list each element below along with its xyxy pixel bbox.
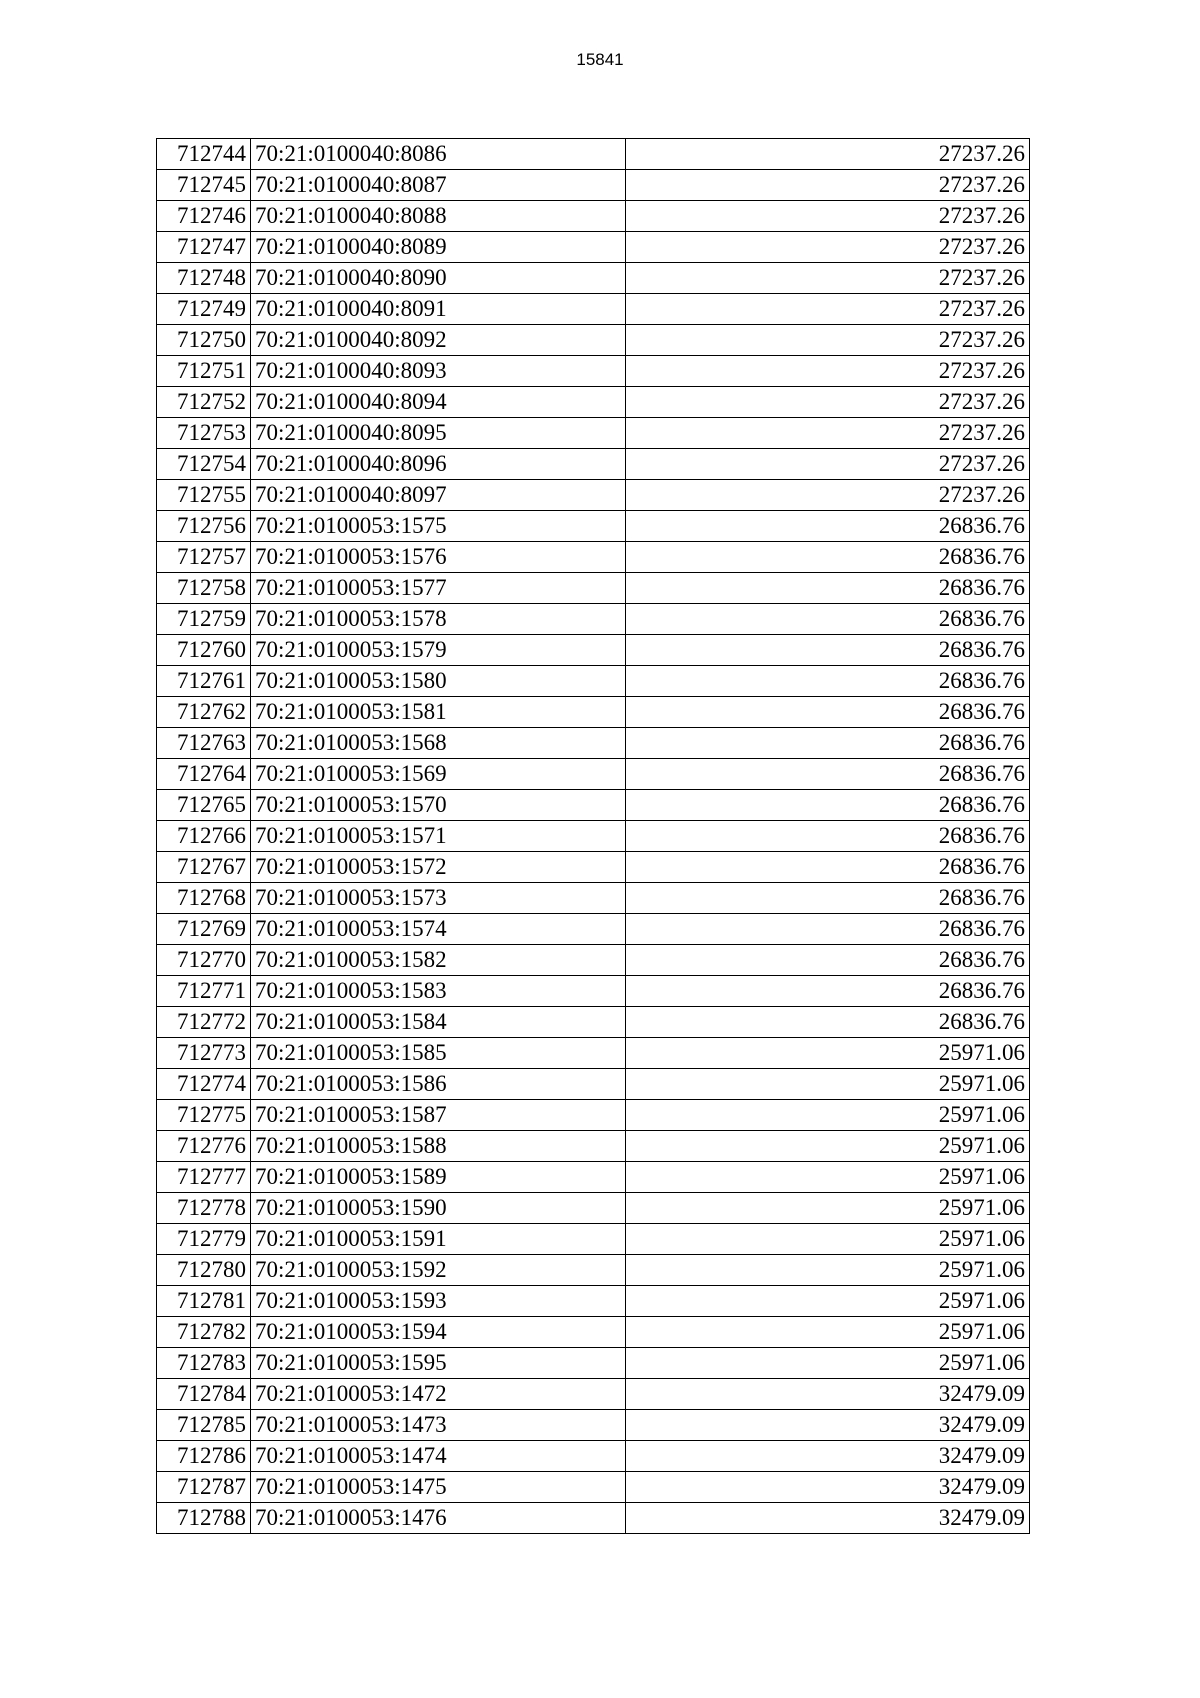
cadastral-number-cell: 70:21:0100053:1577 [251,573,626,604]
value-cell: 26836.76 [626,573,1030,604]
cadastral-number-cell: 70:21:0100053:1588 [251,1131,626,1162]
table-row [157,201,1030,232]
value-cell: 26836.76 [626,976,1030,1007]
table-row [157,728,1030,759]
row-number-cell: 712772 [157,1007,251,1038]
table-row [157,387,1030,418]
cadastral-number-cell: 70:21:0100053:1579 [251,635,626,666]
cadastral-number-cell: 70:21:0100053:1578 [251,604,626,635]
value-cell: 27237.26 [626,418,1030,449]
row-number-cell: 712759 [157,604,251,635]
row-number-cell: 712788 [157,1503,251,1534]
cadastral-number-cell: 70:21:0100053:1576 [251,542,626,573]
row-number-cell: 712781 [157,1286,251,1317]
cadastral-number-cell: 70:21:0100040:8086 [251,139,626,170]
table-row [157,883,1030,914]
value-cell: 26836.76 [626,945,1030,976]
cadastral-number-cell: 70:21:0100040:8095 [251,418,626,449]
table-row [157,790,1030,821]
table-row [157,1193,1030,1224]
value-cell: 25971.06 [626,1131,1030,1162]
cadastral-number-cell: 70:21:0100053:1569 [251,759,626,790]
cadastral-number-cell: 70:21:0100053:1582 [251,945,626,976]
cadastral-number-cell: 70:21:0100053:1581 [251,697,626,728]
value-cell: 27237.26 [626,480,1030,511]
row-number-cell: 712782 [157,1317,251,1348]
row-number-cell: 712785 [157,1410,251,1441]
cadastral-number-cell: 70:21:0100040:8087 [251,170,626,201]
value-cell: 25971.06 [626,1069,1030,1100]
row-number-cell: 712753 [157,418,251,449]
value-cell: 26836.76 [626,666,1030,697]
row-number-cell: 712784 [157,1379,251,1410]
value-cell: 26836.76 [626,821,1030,852]
cadastral-number-cell: 70:21:0100053:1583 [251,976,626,1007]
row-number-cell: 712744 [157,139,251,170]
row-number-cell: 712762 [157,697,251,728]
value-cell: 32479.09 [626,1441,1030,1472]
row-number-cell: 712746 [157,201,251,232]
row-number-cell: 712754 [157,449,251,480]
value-cell: 26836.76 [626,511,1030,542]
row-number-cell: 712745 [157,170,251,201]
cadastral-number-cell: 70:21:0100053:1574 [251,914,626,945]
table-row [157,542,1030,573]
row-number-cell: 712775 [157,1100,251,1131]
cadastral-number-cell: 70:21:0100053:1472 [251,1379,626,1410]
table-row [157,1069,1030,1100]
row-number-cell: 712747 [157,232,251,263]
cadastral-number-cell: 70:21:0100040:8091 [251,294,626,325]
value-cell: 27237.26 [626,263,1030,294]
table-row [157,1348,1030,1379]
table-row [157,1100,1030,1131]
table-row [157,852,1030,883]
row-number-cell: 712749 [157,294,251,325]
row-number-cell: 712758 [157,573,251,604]
table-row [157,139,1030,170]
table-row [157,1472,1030,1503]
table-row [157,976,1030,1007]
cadastral-number-cell: 70:21:0100053:1585 [251,1038,626,1069]
cadastral-number-cell: 70:21:0100040:8089 [251,232,626,263]
value-cell: 27237.26 [626,387,1030,418]
cadastral-number-cell: 70:21:0100053:1584 [251,1007,626,1038]
row-number-cell: 712748 [157,263,251,294]
cadastral-number-cell: 70:21:0100040:8093 [251,356,626,387]
row-number-cell: 712771 [157,976,251,1007]
table-row [157,1038,1030,1069]
cadastral-number-cell: 70:21:0100053:1572 [251,852,626,883]
row-number-cell: 712761 [157,666,251,697]
table-row [157,232,1030,263]
cadastral-number-cell: 70:21:0100053:1591 [251,1224,626,1255]
value-cell: 27237.26 [626,325,1030,356]
cadastral-number-cell: 70:21:0100053:1571 [251,821,626,852]
value-cell: 32479.09 [626,1379,1030,1410]
table-row [157,356,1030,387]
value-cell: 25971.06 [626,1348,1030,1379]
cadastral-number-cell: 70:21:0100053:1473 [251,1410,626,1441]
cadastral-number-cell: 70:21:0100040:8092 [251,325,626,356]
row-number-cell: 712768 [157,883,251,914]
table-row [157,697,1030,728]
cadastral-number-cell: 70:21:0100040:8094 [251,387,626,418]
value-cell: 27237.26 [626,170,1030,201]
value-cell: 25971.06 [626,1100,1030,1131]
row-number-cell: 712763 [157,728,251,759]
value-cell: 32479.09 [626,1503,1030,1534]
value-cell: 27237.26 [626,139,1030,170]
table-row [157,1441,1030,1472]
row-number-cell: 712783 [157,1348,251,1379]
table-row [157,1317,1030,1348]
value-cell: 26836.76 [626,790,1030,821]
row-number-cell: 712756 [157,511,251,542]
table-row [157,263,1030,294]
table-row [157,914,1030,945]
table-row [157,759,1030,790]
row-number-cell: 712765 [157,790,251,821]
cadastral-number-cell: 70:21:0100053:1575 [251,511,626,542]
row-number-cell: 712760 [157,635,251,666]
value-cell: 26836.76 [626,852,1030,883]
table-row [157,1410,1030,1441]
value-cell: 25971.06 [626,1224,1030,1255]
value-cell: 26836.76 [626,759,1030,790]
row-number-cell: 712777 [157,1162,251,1193]
value-cell: 27237.26 [626,201,1030,232]
value-cell: 26836.76 [626,604,1030,635]
registry-table [156,138,1030,1534]
value-cell: 32479.09 [626,1472,1030,1503]
cadastral-number-cell: 70:21:0100040:8090 [251,263,626,294]
table-row [157,449,1030,480]
value-cell: 25971.06 [626,1317,1030,1348]
table-row [157,325,1030,356]
table-row [157,511,1030,542]
value-cell: 26836.76 [626,635,1030,666]
value-cell: 27237.26 [626,294,1030,325]
value-cell: 26836.76 [626,883,1030,914]
table-row [157,821,1030,852]
table-row [157,480,1030,511]
value-cell: 26836.76 [626,1007,1030,1038]
table-row [157,1224,1030,1255]
value-cell: 25971.06 [626,1162,1030,1193]
cadastral-number-cell: 70:21:0100053:1570 [251,790,626,821]
row-number-cell: 712773 [157,1038,251,1069]
row-number-cell: 712757 [157,542,251,573]
row-number-cell: 712766 [157,821,251,852]
table-row [157,945,1030,976]
cadastral-number-cell: 70:21:0100053:1580 [251,666,626,697]
cadastral-number-cell: 70:21:0100053:1592 [251,1255,626,1286]
row-number-cell: 712778 [157,1193,251,1224]
value-cell: 27237.26 [626,449,1030,480]
value-cell: 27237.26 [626,356,1030,387]
table-row [157,635,1030,666]
cadastral-number-cell: 70:21:0100040:8096 [251,449,626,480]
row-number-cell: 712751 [157,356,251,387]
table-row [157,1007,1030,1038]
cadastral-number-cell: 70:21:0100053:1476 [251,1503,626,1534]
row-number-cell: 712750 [157,325,251,356]
row-number-cell: 712774 [157,1069,251,1100]
cadastral-number-cell: 70:21:0100053:1590 [251,1193,626,1224]
table-row [157,666,1030,697]
row-number-cell: 712755 [157,480,251,511]
registry-table-body [157,139,1030,1534]
table-row [157,1162,1030,1193]
table-row [157,1503,1030,1534]
cadastral-number-cell: 70:21:0100053:1595 [251,1348,626,1379]
table-row [157,1255,1030,1286]
value-cell: 25971.06 [626,1255,1030,1286]
cadastral-number-cell: 70:21:0100040:8097 [251,480,626,511]
value-cell: 32479.09 [626,1410,1030,1441]
row-number-cell: 712787 [157,1472,251,1503]
cadastral-number-cell: 70:21:0100040:8088 [251,201,626,232]
row-number-cell: 712770 [157,945,251,976]
page-number: 15841 [576,50,624,69]
cadastral-number-cell: 70:21:0100053:1594 [251,1317,626,1348]
row-number-cell: 712779 [157,1224,251,1255]
value-cell: 25971.06 [626,1286,1030,1317]
cadastral-number-cell: 70:21:0100053:1573 [251,883,626,914]
value-cell: 26836.76 [626,697,1030,728]
row-number-cell: 712769 [157,914,251,945]
row-number-cell: 712767 [157,852,251,883]
table-row [157,1379,1030,1410]
table-row [157,170,1030,201]
row-number-cell: 712764 [157,759,251,790]
table-row [157,294,1030,325]
table-row [157,1286,1030,1317]
cadastral-number-cell: 70:21:0100053:1568 [251,728,626,759]
value-cell: 26836.76 [626,914,1030,945]
cadastral-number-cell: 70:21:0100053:1586 [251,1069,626,1100]
table-row [157,1131,1030,1162]
value-cell: 26836.76 [626,542,1030,573]
row-number-cell: 712786 [157,1441,251,1472]
cadastral-number-cell: 70:21:0100053:1593 [251,1286,626,1317]
value-cell: 25971.06 [626,1193,1030,1224]
cadastral-number-cell: 70:21:0100053:1474 [251,1441,626,1472]
table-row [157,573,1030,604]
value-cell: 26836.76 [626,728,1030,759]
table-row [157,604,1030,635]
cadastral-number-cell: 70:21:0100053:1475 [251,1472,626,1503]
row-number-cell: 712780 [157,1255,251,1286]
table-row [157,418,1030,449]
row-number-cell: 712752 [157,387,251,418]
cadastral-number-cell: 70:21:0100053:1587 [251,1100,626,1131]
value-cell: 27237.26 [626,232,1030,263]
cadastral-number-cell: 70:21:0100053:1589 [251,1162,626,1193]
value-cell: 25971.06 [626,1038,1030,1069]
row-number-cell: 712776 [157,1131,251,1162]
